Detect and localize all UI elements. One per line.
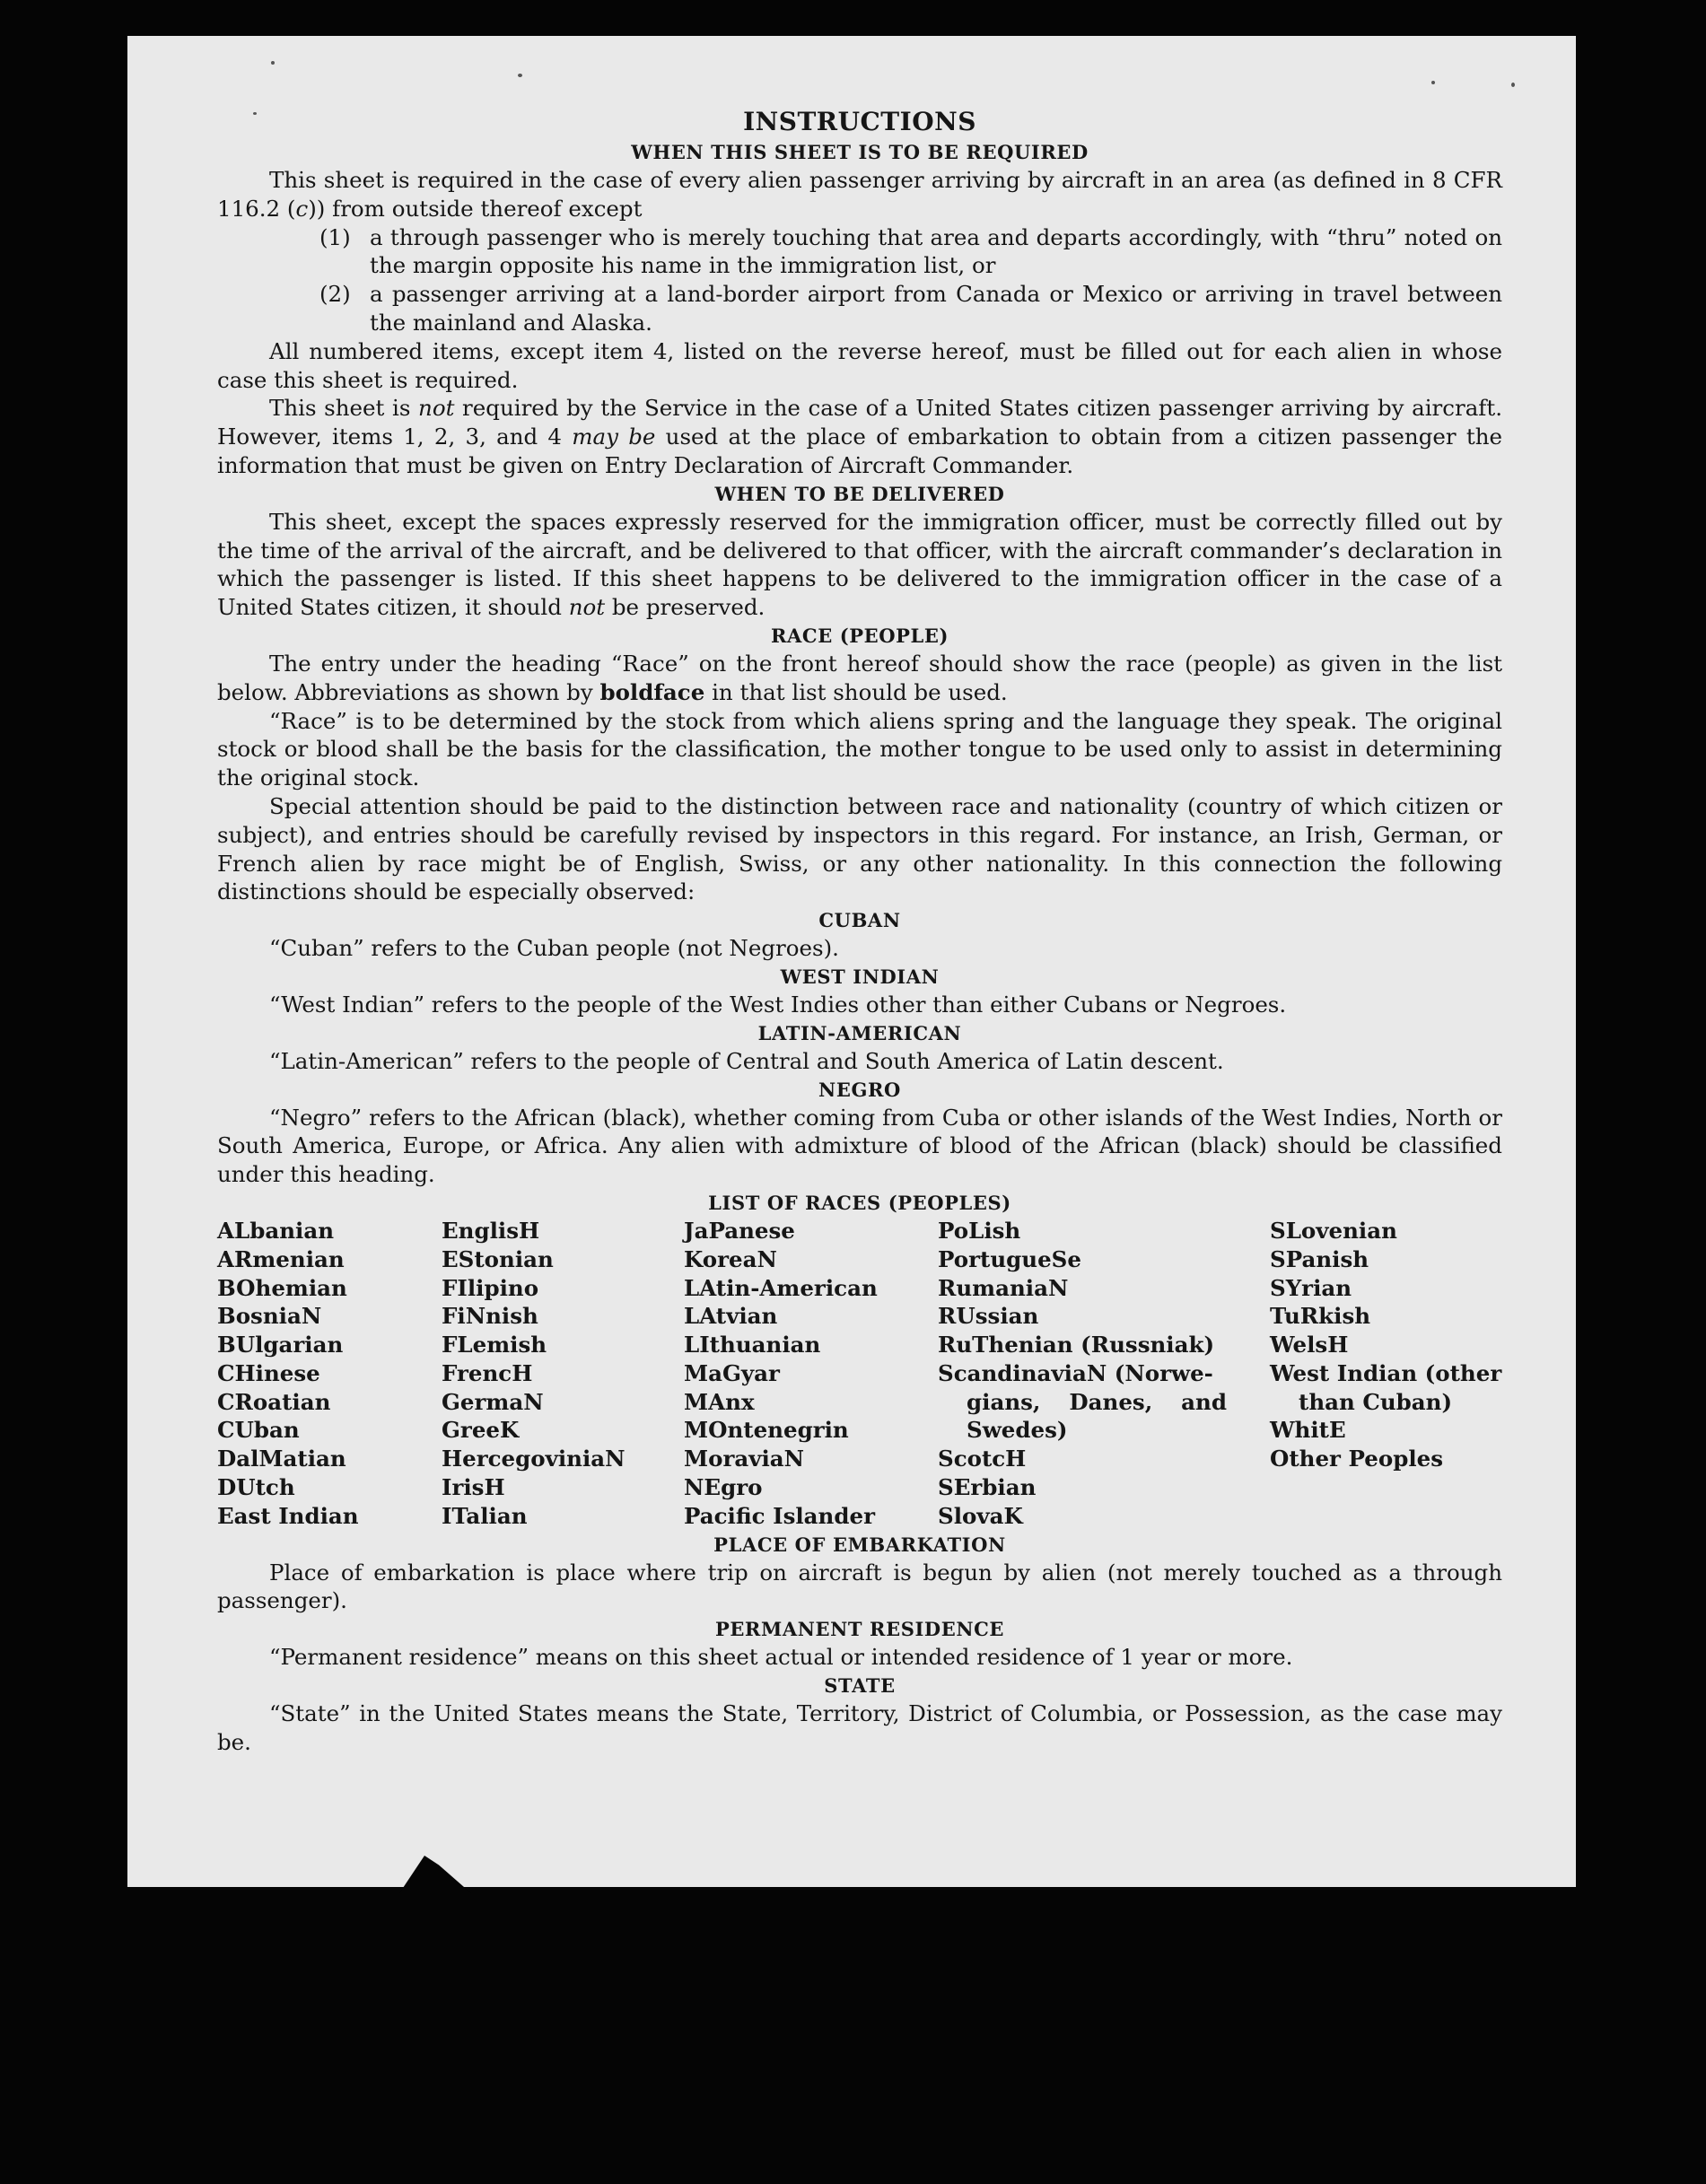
- race-entry: MaGyar: [684, 1359, 780, 1386]
- race-entry: EnglisH: [442, 1217, 540, 1244]
- race-entry: BosniaN: [217, 1303, 322, 1330]
- heading-list-of-races: LIST OF RACES (PEOPLES): [708, 1191, 1011, 1214]
- instruction-sheet: [127, 36, 1576, 1887]
- race-entry: SYrian: [1270, 1274, 1352, 1301]
- race-entry: GermaN: [442, 1388, 544, 1415]
- negro-definition: “Negro” refers to the African (black), whether coming from Cuba or other islands of the West Indies, North or South America, Europe, or Africa. Any alien with admixture of blood of the African (black) should be classified under this heading.: [217, 1104, 1502, 1188]
- race-entry: Other Peoples: [1270, 1446, 1444, 1472]
- latin-american-definition: “Latin-American” refers to the people of Central and South America of Latin descent.: [269, 1047, 1224, 1074]
- delivered-paragraph: This sheet, except the spaces expressly reserved for the immigration officer, must be correctly filled out by the time of the arrival of the aircraft, and be delivered to that officer, with the aircraft commander’s declaration in which the passenger is listed. If this sheet happens to be delivered to the immigration officer in the case of a United States citizen, it should not be preserved.: [217, 508, 1502, 621]
- heading-cuban: CUBAN: [818, 909, 901, 932]
- races-column-3: [684, 1217, 938, 1531]
- race-entry: MoraviaN: [684, 1446, 805, 1472]
- race-entry: SLovenian: [1270, 1217, 1397, 1244]
- races-column-2: [442, 1217, 684, 1531]
- race-entry: IrisH: [442, 1474, 505, 1501]
- heading-when-delivered: WHEN TO BE DELIVERED: [714, 482, 1005, 505]
- heading-embarkation: PLACE OF EMBARKATION: [713, 1533, 1006, 1556]
- race-entry: gians, Danes, and: [967, 1388, 1227, 1415]
- races-list: [217, 1217, 1502, 1531]
- race-entry: ScotcH: [938, 1446, 1027, 1472]
- race-entry: GreeK: [442, 1417, 520, 1444]
- race-entry: Pacific Islander: [684, 1502, 875, 1529]
- scan-speck: [253, 112, 257, 115]
- cuban-definition: “Cuban” refers to the Cuban people (not Negroes).: [269, 935, 839, 962]
- race-entry: PoLish: [938, 1217, 1021, 1244]
- heading-when-required: WHEN THIS SHEET IS TO BE REQUIRED: [631, 141, 1089, 163]
- race-entry: ARmenian: [217, 1245, 345, 1272]
- race-entry: RumaniaN: [938, 1274, 1069, 1301]
- race-entry: FrencH: [442, 1359, 533, 1386]
- state-definition: “State” in the United States means the State, Territory, District of Columbia, or Possession, as the case may be.: [217, 1700, 1502, 1755]
- race-paragraph-2: “Race” is to be determined by the stock from which aliens spring and the language they speak. The original stock or blood shall be the basis for the classification, the mother tongue to be used only to assist in determining the original stock.: [217, 707, 1502, 791]
- heading-permanent-residence: PERMANENT RESIDENCE: [714, 1618, 1005, 1641]
- citizen-paragraph: This sheet is not required by the Service in the case of a United States citizen passenger arriving by aircraft. However, items 1, 2, 3, and 4 may be used at the place of embarkation to obtain from a citizen passenger the information that must be given on Entry Declaration of Aircraft Commander.: [217, 395, 1502, 478]
- race-entry: FLemish: [442, 1332, 547, 1358]
- heading-negro: NEGRO: [818, 1078, 901, 1101]
- page-title: INSTRUCTIONS: [743, 107, 976, 136]
- race-entry: MOntenegrin: [684, 1417, 849, 1444]
- race-entry: than Cuban): [1299, 1388, 1453, 1415]
- scan-speck: [518, 74, 522, 77]
- residence-definition: “Permanent residence” means on this sheet actual or intended residence of 1 year or more.: [269, 1644, 1293, 1671]
- race-entry: WelsH: [1270, 1332, 1349, 1358]
- heading-west-indian: WEST INDIAN: [780, 965, 940, 988]
- heading-state: STATE: [824, 1674, 896, 1698]
- heading-race: RACE (PEOPLE): [770, 624, 949, 647]
- race-entry: LIthuanian: [684, 1332, 821, 1358]
- race-entry: LAtvian: [684, 1303, 778, 1330]
- race-entry: BOhemian: [217, 1274, 347, 1301]
- race-entry: East Indian: [217, 1502, 359, 1529]
- race-entry: ITalian: [442, 1502, 528, 1529]
- exception-item-1: (1) a through passenger who is merely touching that area and departs accordingly, with “thru” noted on the margin opposite his name in the immigration list, or: [319, 223, 1502, 279]
- scan-speck: [271, 61, 275, 65]
- race-entry: FIlipino: [442, 1274, 539, 1301]
- races-column-5: [1270, 1217, 1521, 1531]
- race-entry: West Indian (other: [1270, 1359, 1502, 1386]
- race-paragraph-3: Special attention should be paid to the distinction between race and nationality (country of which citizen or subject), and entries should be carefully revised by inspectors in this regard. For instance, an Irish, German, or French alien by race might be of English, Swiss, or any other nationality. In this connection the following distinctions should be especially observed:: [217, 792, 1502, 905]
- race-entry: DUtch: [217, 1474, 295, 1501]
- race-entry: SErbian: [938, 1474, 1037, 1501]
- races-column-4: [938, 1217, 1270, 1531]
- race-entry: RUssian: [938, 1303, 1039, 1330]
- race-paragraph-1: The entry under the heading “Race” on the front hereof should show the race (people) as given in the list below. Abbreviations as shown by boldface in that list should be used.: [217, 650, 1502, 705]
- race-entry: LAtin-American: [684, 1274, 878, 1301]
- scan-speck: [1511, 83, 1515, 87]
- race-entry: SlovaK: [938, 1502, 1023, 1529]
- race-entry: MAnx: [684, 1388, 755, 1415]
- race-entry: JaPanese: [684, 1217, 795, 1244]
- race-entry: DalMatian: [217, 1446, 346, 1472]
- required-intro: This sheet is required in the case of every alien passenger arriving by aircraft in an area (as defined in 8 CFR 116.2 (c)) from outside thereof except: [217, 167, 1502, 222]
- scan-speck: [1431, 81, 1435, 84]
- race-entry: NEgro: [684, 1474, 763, 1501]
- race-entry: Swedes): [967, 1417, 1068, 1444]
- numbered-items-paragraph: All numbered items, except item 4, listed on the reverse hereof, must be filled out for each alien in whose case this sheet is required.: [217, 337, 1502, 393]
- race-entry: KoreaN: [684, 1245, 777, 1272]
- exception-item-2: (2) a passenger arriving at a land-border airport from Canada or Mexico or arriving in travel between the mainland and Alaska.: [319, 281, 1502, 336]
- race-entry: ScandinaviaN (Norwe-: [938, 1359, 1213, 1386]
- race-entry: EStonian: [442, 1245, 554, 1272]
- races-column-1: [217, 1217, 442, 1531]
- embarkation-definition: Place of embarkation is place where trip on aircraft is begun by alien (not merely touched as a through passenger).: [217, 1559, 1502, 1614]
- race-entry: CUban: [217, 1417, 300, 1444]
- race-entry: RuThenian (Russniak): [938, 1332, 1215, 1358]
- race-entry: HercegoviniaN: [442, 1446, 626, 1472]
- race-entry: WhitE: [1270, 1417, 1346, 1444]
- race-entry: PortugueSe: [938, 1245, 1081, 1272]
- race-entry: ALbanian: [217, 1217, 335, 1244]
- race-entry: CRoatian: [217, 1388, 331, 1415]
- race-entry: BUlgarian: [217, 1332, 344, 1358]
- race-entry: TuRkish: [1270, 1303, 1371, 1330]
- race-entry: SPanish: [1270, 1245, 1369, 1272]
- heading-latin-american: LATIN-AMERICAN: [757, 1021, 962, 1044]
- race-entry: FiNnish: [442, 1303, 538, 1330]
- west-indian-definition: “West Indian” refers to the people of the West Indies other than either Cubans or Negroes.: [269, 991, 1287, 1018]
- race-entry: CHinese: [217, 1359, 320, 1386]
